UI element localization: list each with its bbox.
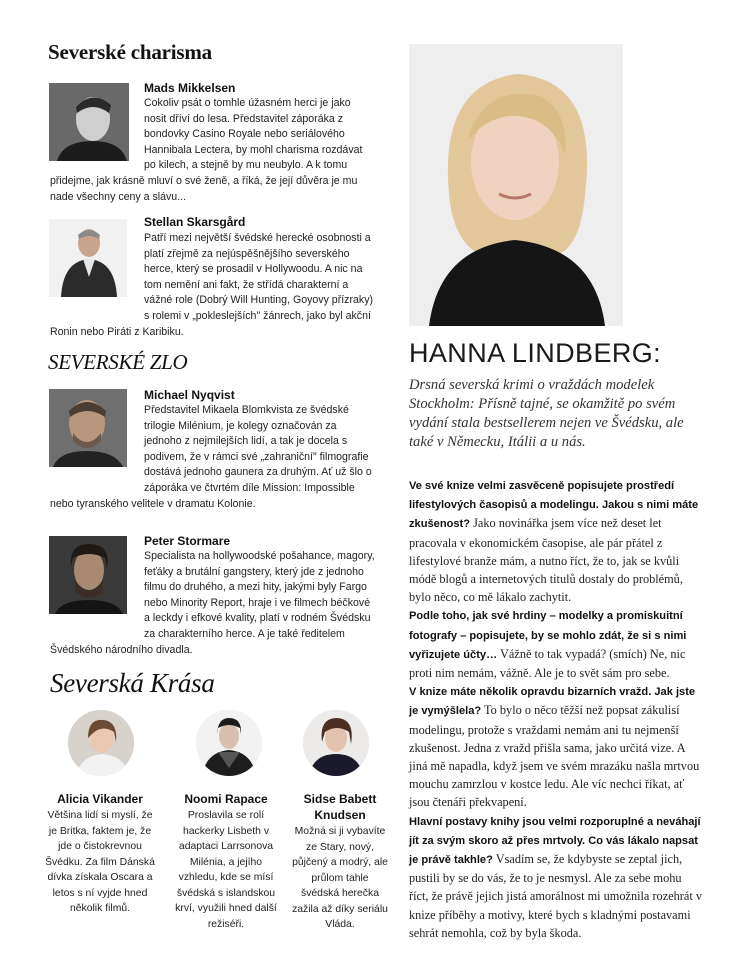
feature-headline: HANNA LINDBERG: — [409, 338, 662, 368]
feature-lead: Drsná severská krimi o vraždách modelek Stockholm: Přísně tajné, se okamžitě po svém vydání stala bestsellerem nejen ve Švédsku, ale také v Německu, Itálii a u nás. — [409, 377, 684, 450]
photo-sidse-babett-knudsen — [303, 710, 369, 776]
photo-alicia-vikander — [68, 710, 134, 776]
entry-name-mads-mikkelsen: Mads Mikkelsen — [144, 81, 236, 95]
section-title-charisma: Severské charisma — [48, 40, 212, 64]
section-title-beauty: Severská Krása — [50, 668, 215, 698]
interview-question: Hlavní postavy knihy jsou velmi rozporuplné a neváhají jít za svým skoro až přes mrtvoly. Co vás lákalo napsat je právě takhle? — [409, 815, 701, 867]
interview-answer: Vsadím se, že kdybyste se zeptal jich, pustili by se do vás, že to je nesmysl. Ale za sebe mohu říct, že právě jejich jistá amorálnost mi umožnila rozehrát v knize příběhy a motivy, které bych s kladnými postavami sehrát nemohla, což by byla škoda. — [409, 852, 702, 940]
entry-text-mads-mikkelsen: Cokoliv psát o tomhle úžasném herci je jako nosit dříví do lesa. Představitel záporáka z bondovky Casino Royale nebo seriálového Hannibala Lectera, by mohl charisma rozdávat po kilech, a stejně by mu neubylo. A k tomu přidejme, jak krásně mluví o své ženě, a říká, že její důvěra je mu nade všechny ceny a slávu... — [50, 97, 363, 203]
interview-body — [409, 476, 703, 942]
interview-answer: To bylo o něco těžší než popsat zákulisí modelingu, protože s vraždami nemám ani tu nejmenší zkušenost. Jedna z vražd přišla sama, jako určitá vize. A jiná mě napadla, když jsem ve svém mrazáku našla mrtvou mouchu zamrzlou v kostce ledu. Ale víc nechci říkat, ať jsou čtenáři překvapení. — [409, 703, 700, 810]
beauty-text-noomi-rapace: Proslavila se rolí hackerky Lisbeth v adaptaci Larrsonova Milénia, a jejího vzhledu, kde se mísí švédská s islandskou krví, využili hned další režiséři. — [175, 810, 277, 930]
interview-question: V knize máte několik opravdu bizarních vražd. Jak jste je vymýšlela? — [409, 686, 696, 718]
beauty-name-alicia-vikander: Alicia Vikander — [57, 792, 143, 806]
entry-text-peter-stormare: Specialista na hollywoodské pošahance, magory, feťáky a brutální gangstery, který jde z jednoho filmu do druhého, a mezi hity, jakými byly Fargo nebo Minority Report, hraje i ve filmech béčkové a leckdy i efkové kvality, platí v rodném Švédsku za charakterního herce. A je také ředitelem Švédského národního divadla. — [50, 550, 375, 656]
beauty-text-sidse-babett-knudsen: Možná si ji vybavíte ze Stary, nový, půjčený a modrý, ale průlom tahle švédská herečka zažila až díky seriálu Vláda. — [292, 826, 388, 930]
beauty-text-alicia-vikander: Většina lidí si myslí, že je Britka, faktem je, že jde o čistokrevnou Švédku. Za film Dánská dívka získala Oscara a letos s ní vyjde hned několik filmů. — [45, 810, 155, 914]
entry-text-stellan-skarsgard: Patří mezi největší švédské herecké osobnosti a platí zřejmě za nejúspěšnějšího severského herce, který se prosadil v Hollywoodu. A nic na tom nemění ani fakt, že střídá charakterní a vážné role (Dobrý Will Hunting, Goyovy přízraky) s rolemi v „pokleslejších" žánrech, jako byl akční Ronin nebo Piráti z Karibiku. — [50, 232, 374, 338]
interview-question: Podle toho, jak své hrdiny – modelky a promiskuitní fotografy – popisujete, by se mohlo zdát, že si s nimi vyřizujete účty… — [409, 610, 687, 661]
beauty-name-sidse-babett-knudsen: Sidse Babett Knudsen — [303, 792, 377, 822]
photo-noomi-rapace — [196, 710, 262, 776]
interview-answer: Jako novinářka jsem více než deset let pracovala v ekonomickém časopise, ale pár přátel z lifestylové branže mám, a nutno říct, že to, jak se kvůli módě blogů a internetových titulů dostaly do problémů, bylo něco, co mě lákalo zachytit. — [409, 516, 683, 605]
entry-name-stellan-skarsgard: Stellan Skarsgård — [144, 215, 246, 229]
entry-text-michael-nyqvist: Představitel Mikaela Blomkvista ze švédské trilogie Milénium, je kolegy označován za jednoho z nejmilejších lidí, a tak je docela s podivem, že v rámci své „zahraniční" filmografie dostává jednoho gaunera za druhým. Ať už šlo o záporáka ve čtvrtém díle Mission: Impossible nebo tyranského velitele v dramatu Kolonie. — [50, 404, 372, 510]
photo-hanna-lindberg — [409, 44, 623, 326]
section-title-evil: SEVERSKÉ ZLO — [48, 350, 188, 374]
entry-name-michael-nyqvist: Michael Nyqvist — [144, 388, 235, 402]
interview-question: Ve své knize velmi zasvěceně popisujete prostředí lifestylových časopisů a modelingu. Jakou s nimi máte zkušenost? — [409, 480, 699, 531]
entry-name-peter-stormare: Peter Stormare — [144, 534, 231, 548]
beauty-name-noomi-rapace: Noomi Rapace — [184, 792, 268, 806]
interview-answer: Vážně to tak vypadá? (smích) Ne, nic proti nim nemám, vážně. Ale je to svět sám pro sebe. — [409, 646, 686, 681]
